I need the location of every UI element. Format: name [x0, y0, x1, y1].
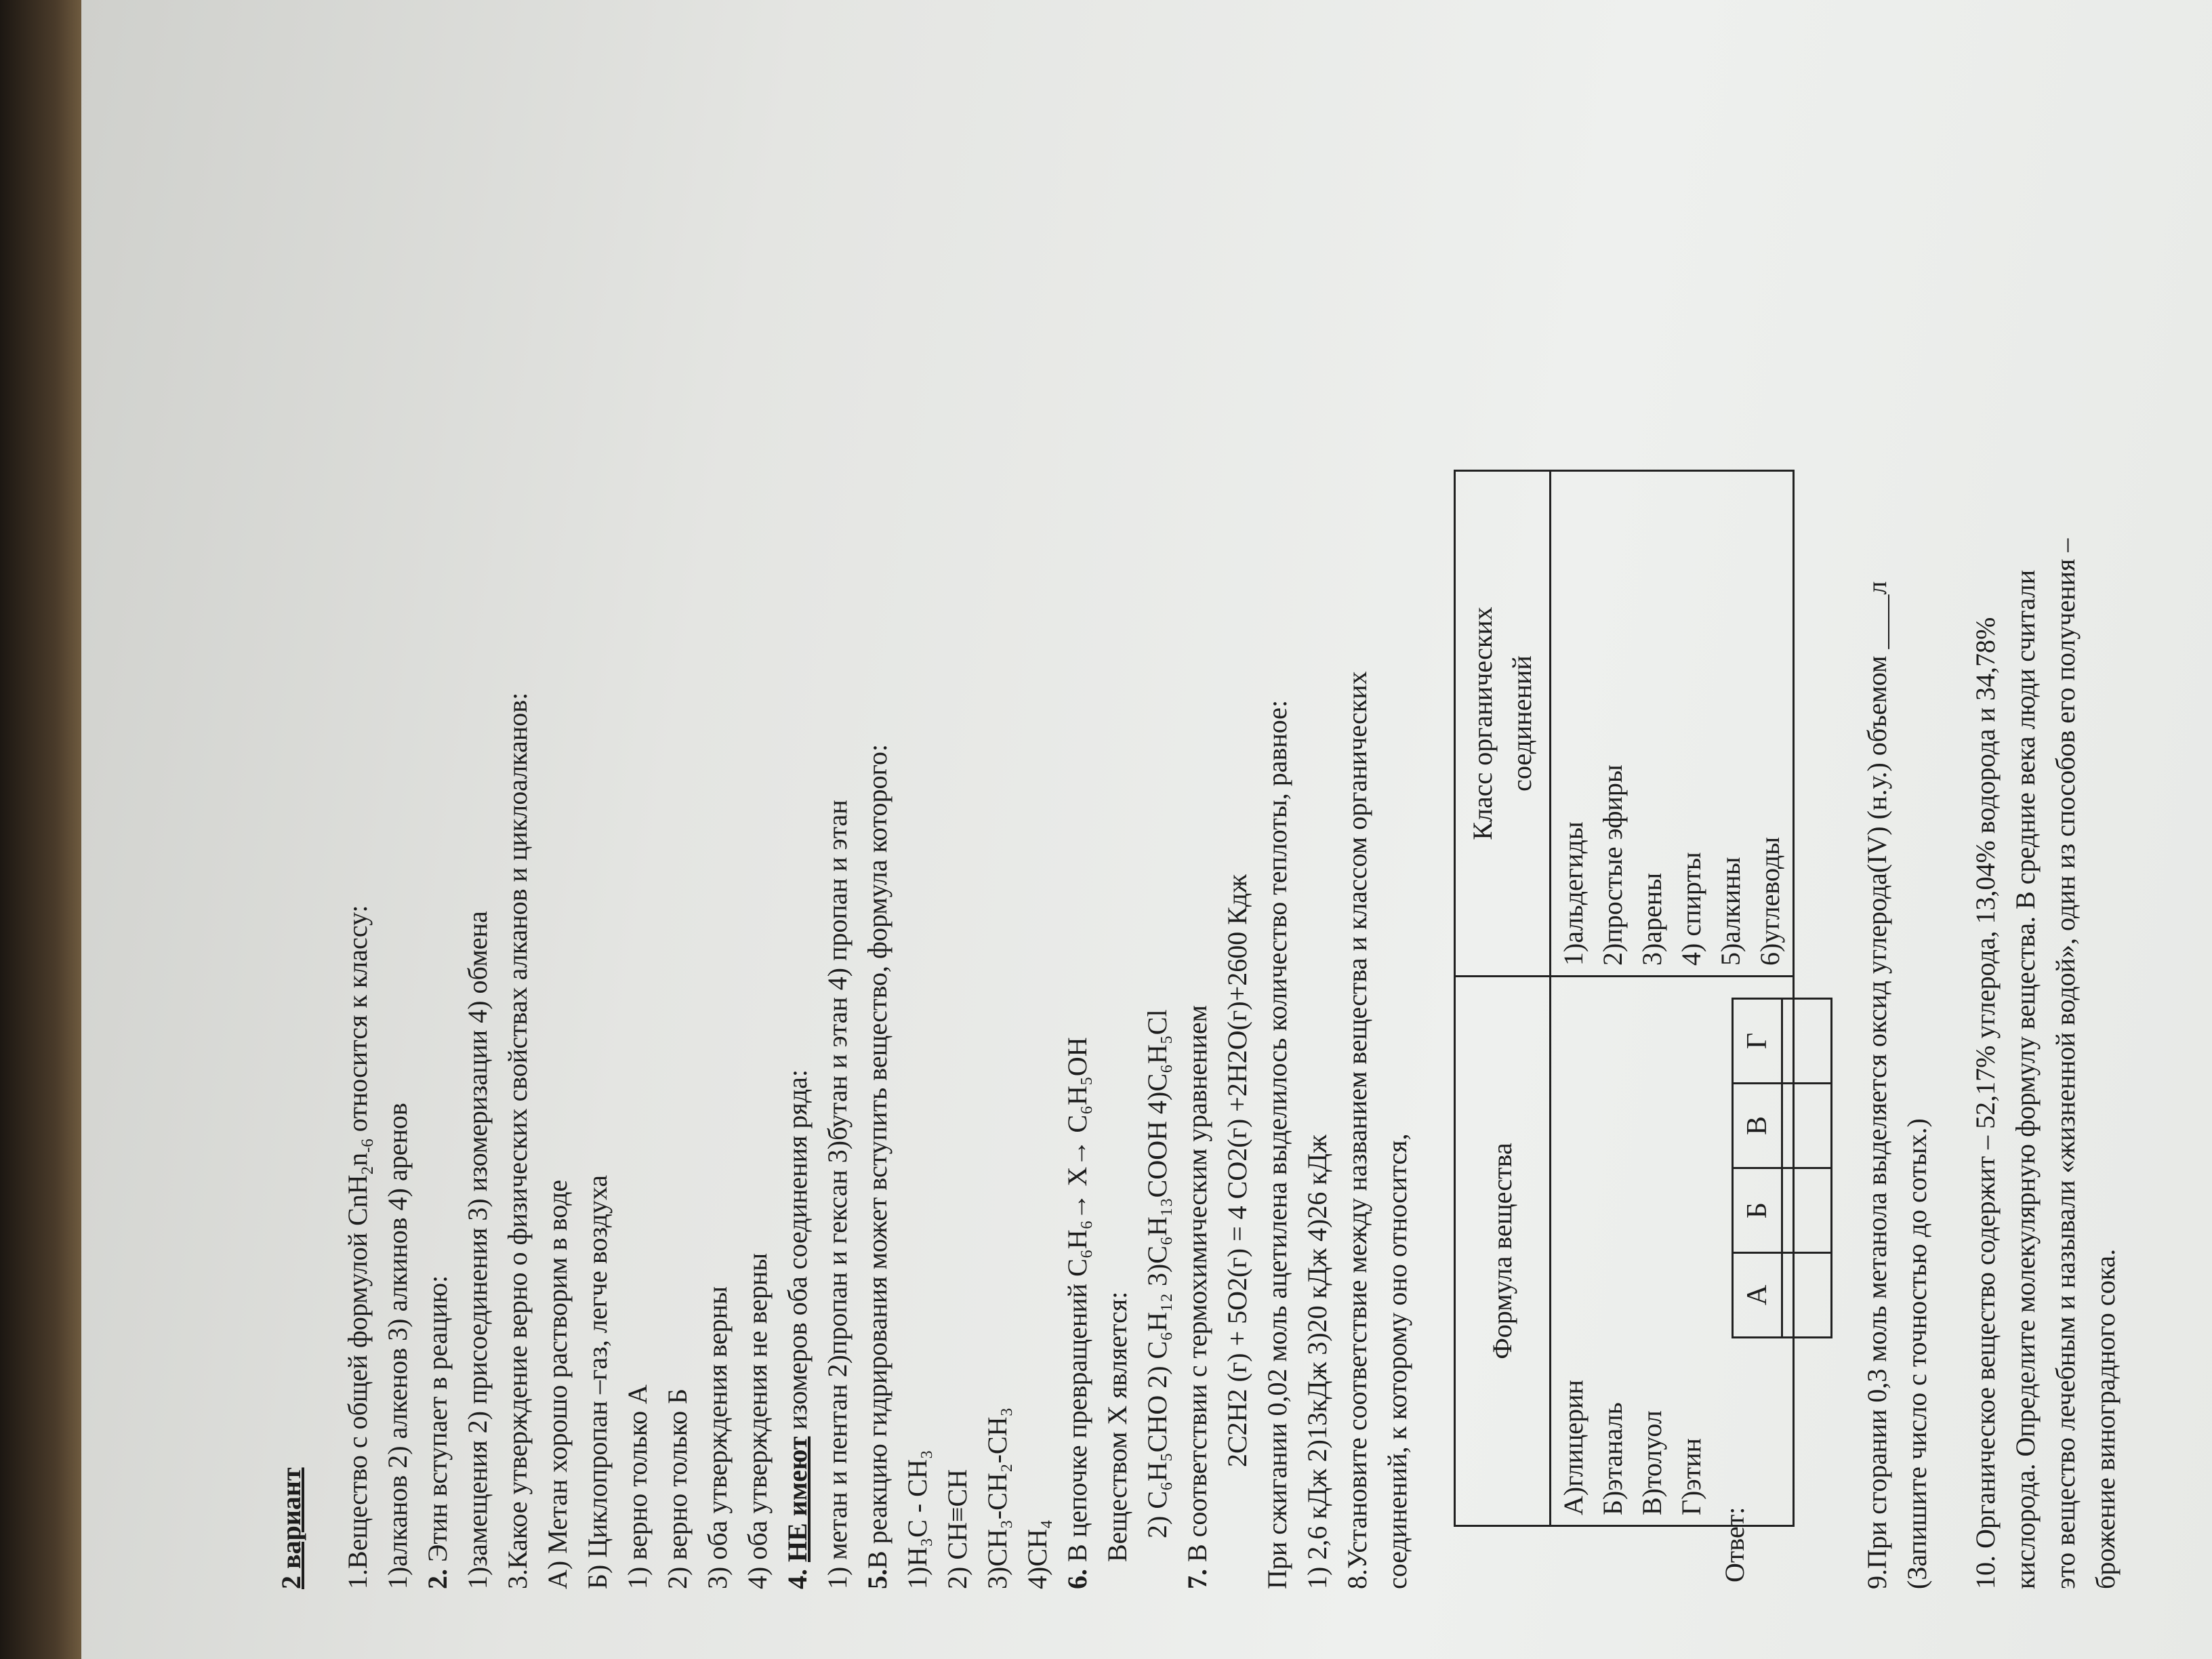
classes-cell: [1551, 471, 1794, 977]
answer-header-v: В: [1733, 1084, 1782, 1168]
question-3: 3.Какое утверждение верно о физических свойствах алканов и циклоалканов:: [502, 692, 533, 1589]
question-3-statement-b: Б) Циклопропан –газ, легче воздуха: [582, 1174, 613, 1589]
class-item: 6)углеводы: [1755, 836, 1785, 966]
question-7-options: 1) 2,6 кДж 2)13кДж 3)20 кДж 4)26 кДж: [1302, 1134, 1332, 1589]
question-3-option-2: 2) верно только Б: [662, 1388, 693, 1589]
substance-item: А)глицерин: [1558, 1380, 1589, 1515]
question-4: 4. НЕ имеют изомеров оба соединения ряда:: [782, 1069, 813, 1589]
class-item: 1)альдегиды: [1558, 821, 1589, 966]
question-3-option-4: 4) оба утверждения не верны: [742, 1252, 773, 1589]
question-10-line-4: брожение виноградного сока.: [2090, 1248, 2121, 1589]
class-item: 2)простые эфиры: [1597, 764, 1628, 966]
question-4-options: 1) метан и пентан 2)пропан и гексан 3)бутан и этан 4) пропан и этан: [822, 800, 853, 1589]
question-8: 8.Установите соответствие между названием вещества и классом органических: [1342, 671, 1372, 1589]
question-5-option-3: 3)CH₃-CH₂-CH₃: [982, 1407, 1012, 1589]
question-2-options: 1)замещения 2) присоединения 3) изомеризации 4) обмена: [462, 911, 493, 1589]
col-formula-header: Формула вещества: [1455, 977, 1551, 1526]
question-3-statement-a: А) Метан хорошо растворим в воде: [542, 1179, 573, 1589]
question-3-option-3: 3) оба утверждения верны: [702, 1286, 733, 1589]
answer-cell-a[interactable]: [1782, 1253, 1832, 1338]
question-10-line-2: кислорода. Определите молекулярную формулу вещества. В средние века люди считали: [2010, 569, 2041, 1589]
question-8-continued: соединений, к которому оно относится,: [1382, 1133, 1412, 1589]
question-7-equation: 2C2H2 (г) + 5O2(г) = 4 CO2(г) +2H2O(г)+2600 Кдж: [1222, 874, 1252, 1467]
question-6-options: 2) C₆H₅CHO 2) C₆H₁₂ 3)C₆H₁₃COOH 4)C₆H₅Cl: [1142, 1009, 1172, 1538]
col-class-header: Класс органических соединений: [1455, 471, 1551, 977]
question-3-option-1: 1) верно только А: [622, 1384, 653, 1589]
answer-cell-g[interactable]: [1782, 999, 1832, 1084]
answer-label: Ответ:: [1719, 1507, 1750, 1582]
question-7-text: При сжигании 0,02 моль ацетилена выделилось количество теплоты, равное:: [1262, 699, 1292, 1589]
question-5-option-4: 4)CH₄: [1022, 1519, 1052, 1589]
page-title: 2 вариант: [276, 1467, 306, 1589]
question-1: 1.Вещество с общей формулой $CnH_2n_{-6}$ относится к классу:: [342, 905, 377, 1589]
question-5: 5.В реакцию гидрирования может вступить вещество, формула которого:: [862, 744, 893, 1589]
question-6-prompt: Веществом Х является:: [1102, 1291, 1132, 1562]
answer-cell-v[interactable]: [1782, 1084, 1832, 1168]
question-2: 2. Этин вступает в реацию:: [422, 1275, 453, 1589]
substance-item: Г)этин: [1676, 1438, 1706, 1515]
class-item: 5)алкины: [1715, 857, 1746, 966]
question-1-options: 1)алканов 2) алкенов 3) алкинов 4) аренов: [382, 1103, 413, 1589]
answer-header-b: Б: [1733, 1168, 1782, 1253]
question-10-line-3: это вещество лечебным и называли «жизненной водой», один из способов его получения –: [2050, 538, 2081, 1589]
question-10: 10. Органическое вещество содержит – 52,17% углерода, 13,04% водорода и 34,78%: [1970, 617, 2001, 1589]
question-5-option-2: 2) CH≡CH: [942, 1469, 972, 1589]
answer-header-a: А: [1733, 1253, 1782, 1338]
question-7: 7. В соответствии с термохимическим уравнением: [1182, 1005, 1212, 1589]
worksheet-rotated: [271, 30, 2212, 1589]
question-5-option-1: 1)H₃C - CH₃: [902, 1450, 933, 1589]
substance-item: Б)этаналь: [1597, 1402, 1628, 1515]
class-item: 4) спирты: [1676, 852, 1706, 966]
question-9: 9.При сгорании 0,3 моль метанола выделяется оксид углерода(IV) (н.у.) объемом ____л: [1862, 581, 1892, 1589]
answer-header-g: Г: [1733, 999, 1782, 1084]
question-6: 6. В цепочке превращений C₆H₆→ X→ C₆H₅OH: [1062, 1037, 1092, 1589]
question-9-note: (Запишите число с точностью до сотых.): [1902, 1118, 1932, 1589]
substance-item: В)толуол: [1637, 1410, 1667, 1515]
class-item: 3)арены: [1637, 872, 1667, 966]
answer-cell-b[interactable]: [1782, 1168, 1832, 1253]
answer-grid: [1732, 998, 1832, 1338]
